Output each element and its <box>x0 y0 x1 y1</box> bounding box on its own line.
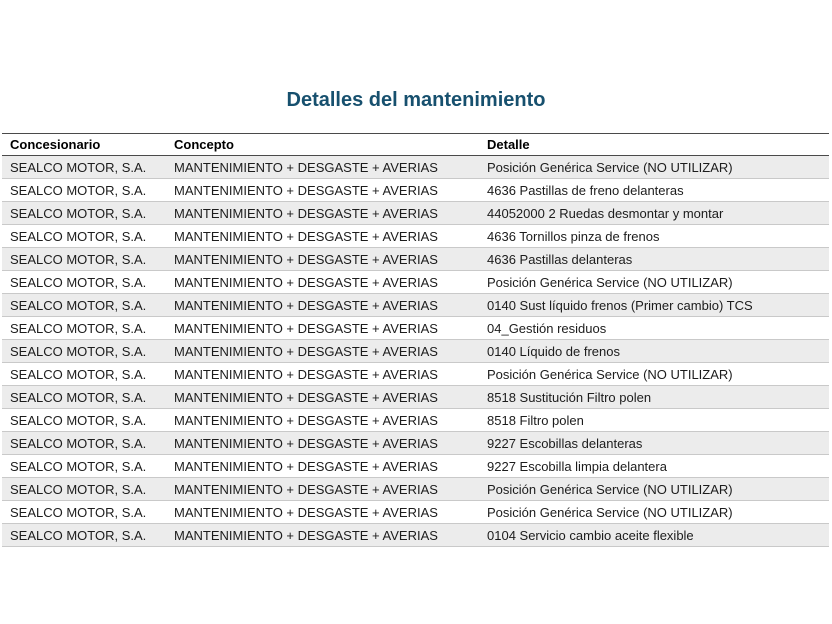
table-row <box>2 156 829 179</box>
cell-concepto: MANTENIMIENTO + DESGASTE + AVERIAS <box>166 524 479 547</box>
cell-concepto: MANTENIMIENTO + DESGASTE + AVERIAS <box>166 156 479 179</box>
cell-concesionario: SEALCO MOTOR, S.A. <box>2 179 166 202</box>
cell-detalle: 9227 Escobilla limpia delantera <box>479 455 829 478</box>
cell-concesionario: SEALCO MOTOR, S.A. <box>2 455 166 478</box>
cell-concepto: MANTENIMIENTO + DESGASTE + AVERIAS <box>166 363 479 386</box>
cell-detalle: 8518 Sustitución Filtro polen <box>479 386 829 409</box>
table-row <box>2 340 829 363</box>
table-row <box>2 363 829 386</box>
cell-concesionario: SEALCO MOTOR, S.A. <box>2 409 166 432</box>
table-row <box>2 501 829 524</box>
cell-concepto: MANTENIMIENTO + DESGASTE + AVERIAS <box>166 340 479 363</box>
cell-concepto: MANTENIMIENTO + DESGASTE + AVERIAS <box>166 455 479 478</box>
cell-detalle: 44052000 2 Ruedas desmontar y montar <box>479 202 829 225</box>
maintenance-table <box>2 133 829 547</box>
table-row <box>2 248 829 271</box>
cell-concesionario: SEALCO MOTOR, S.A. <box>2 317 166 340</box>
cell-concesionario: SEALCO MOTOR, S.A. <box>2 202 166 225</box>
column-header-detalle[interactable]: Detalle <box>479 134 829 156</box>
cell-concesionario: SEALCO MOTOR, S.A. <box>2 294 166 317</box>
table-header <box>2 134 829 156</box>
cell-concesionario: SEALCO MOTOR, S.A. <box>2 340 166 363</box>
table-row <box>2 455 829 478</box>
cell-concepto: MANTENIMIENTO + DESGASTE + AVERIAS <box>166 317 479 340</box>
cell-detalle: 9227 Escobillas delanteras <box>479 432 829 455</box>
cell-concepto: MANTENIMIENTO + DESGASTE + AVERIAS <box>166 271 479 294</box>
cell-concesionario: SEALCO MOTOR, S.A. <box>2 248 166 271</box>
column-header-concesionario[interactable]: Concesionario <box>2 134 166 156</box>
cell-concesionario: SEALCO MOTOR, S.A. <box>2 271 166 294</box>
cell-detalle: Posición Genérica Service (NO UTILIZAR) <box>479 271 829 294</box>
cell-concesionario: SEALCO MOTOR, S.A. <box>2 386 166 409</box>
cell-detalle: 0104 Servicio cambio aceite flexible <box>479 524 829 547</box>
table-row <box>2 271 829 294</box>
table-row <box>2 386 829 409</box>
cell-concesionario: SEALCO MOTOR, S.A. <box>2 363 166 386</box>
cell-detalle: Posición Genérica Service (NO UTILIZAR) <box>479 156 829 179</box>
cell-detalle: 8518 Filtro polen <box>479 409 829 432</box>
cell-concepto: MANTENIMIENTO + DESGASTE + AVERIAS <box>166 294 479 317</box>
cell-concesionario: SEALCO MOTOR, S.A. <box>2 225 166 248</box>
cell-concepto: MANTENIMIENTO + DESGASTE + AVERIAS <box>166 386 479 409</box>
cell-concepto: MANTENIMIENTO + DESGASTE + AVERIAS <box>166 179 479 202</box>
cell-detalle: 4636 Pastillas de freno delanteras <box>479 179 829 202</box>
table-row <box>2 225 829 248</box>
cell-detalle: 4636 Tornillos pinza de frenos <box>479 225 829 248</box>
table-row <box>2 409 829 432</box>
cell-detalle: Posición Genérica Service (NO UTILIZAR) <box>479 501 829 524</box>
table-row <box>2 202 829 225</box>
cell-detalle: 4636 Pastillas delanteras <box>479 248 829 271</box>
cell-concepto: MANTENIMIENTO + DESGASTE + AVERIAS <box>166 409 479 432</box>
cell-detalle: Posición Genérica Service (NO UTILIZAR) <box>479 478 829 501</box>
cell-concesionario: SEALCO MOTOR, S.A. <box>2 478 166 501</box>
table-row <box>2 524 829 547</box>
table-row <box>2 478 829 501</box>
table-row <box>2 179 829 202</box>
cell-detalle: 0140 Sust líquido frenos (Primer cambio) TCS <box>479 294 829 317</box>
cell-concepto: MANTENIMIENTO + DESGASTE + AVERIAS <box>166 248 479 271</box>
cell-concepto: MANTENIMIENTO + DESGASTE + AVERIAS <box>166 202 479 225</box>
table-row <box>2 294 829 317</box>
cell-detalle: Posición Genérica Service (NO UTILIZAR) <box>479 363 829 386</box>
cell-concepto: MANTENIMIENTO + DESGASTE + AVERIAS <box>166 478 479 501</box>
cell-concepto: MANTENIMIENTO + DESGASTE + AVERIAS <box>166 432 479 455</box>
cell-detalle: 0140 Líquido de frenos <box>479 340 829 363</box>
table-header-row <box>2 134 829 156</box>
table-row <box>2 432 829 455</box>
cell-concepto: MANTENIMIENTO + DESGASTE + AVERIAS <box>166 225 479 248</box>
column-header-concepto[interactable]: Concepto <box>166 134 479 156</box>
cell-concesionario: SEALCO MOTOR, S.A. <box>2 432 166 455</box>
cell-concepto: MANTENIMIENTO + DESGASTE + AVERIAS <box>166 501 479 524</box>
page-title: Detalles del mantenimiento <box>286 89 546 111</box>
cell-concesionario: SEALCO MOTOR, S.A. <box>2 524 166 547</box>
table-body <box>2 156 829 547</box>
cell-concesionario: SEALCO MOTOR, S.A. <box>2 501 166 524</box>
table-row <box>2 317 829 340</box>
cell-concesionario: SEALCO MOTOR, S.A. <box>2 156 166 179</box>
cell-detalle: 04_Gestión residuos <box>479 317 829 340</box>
